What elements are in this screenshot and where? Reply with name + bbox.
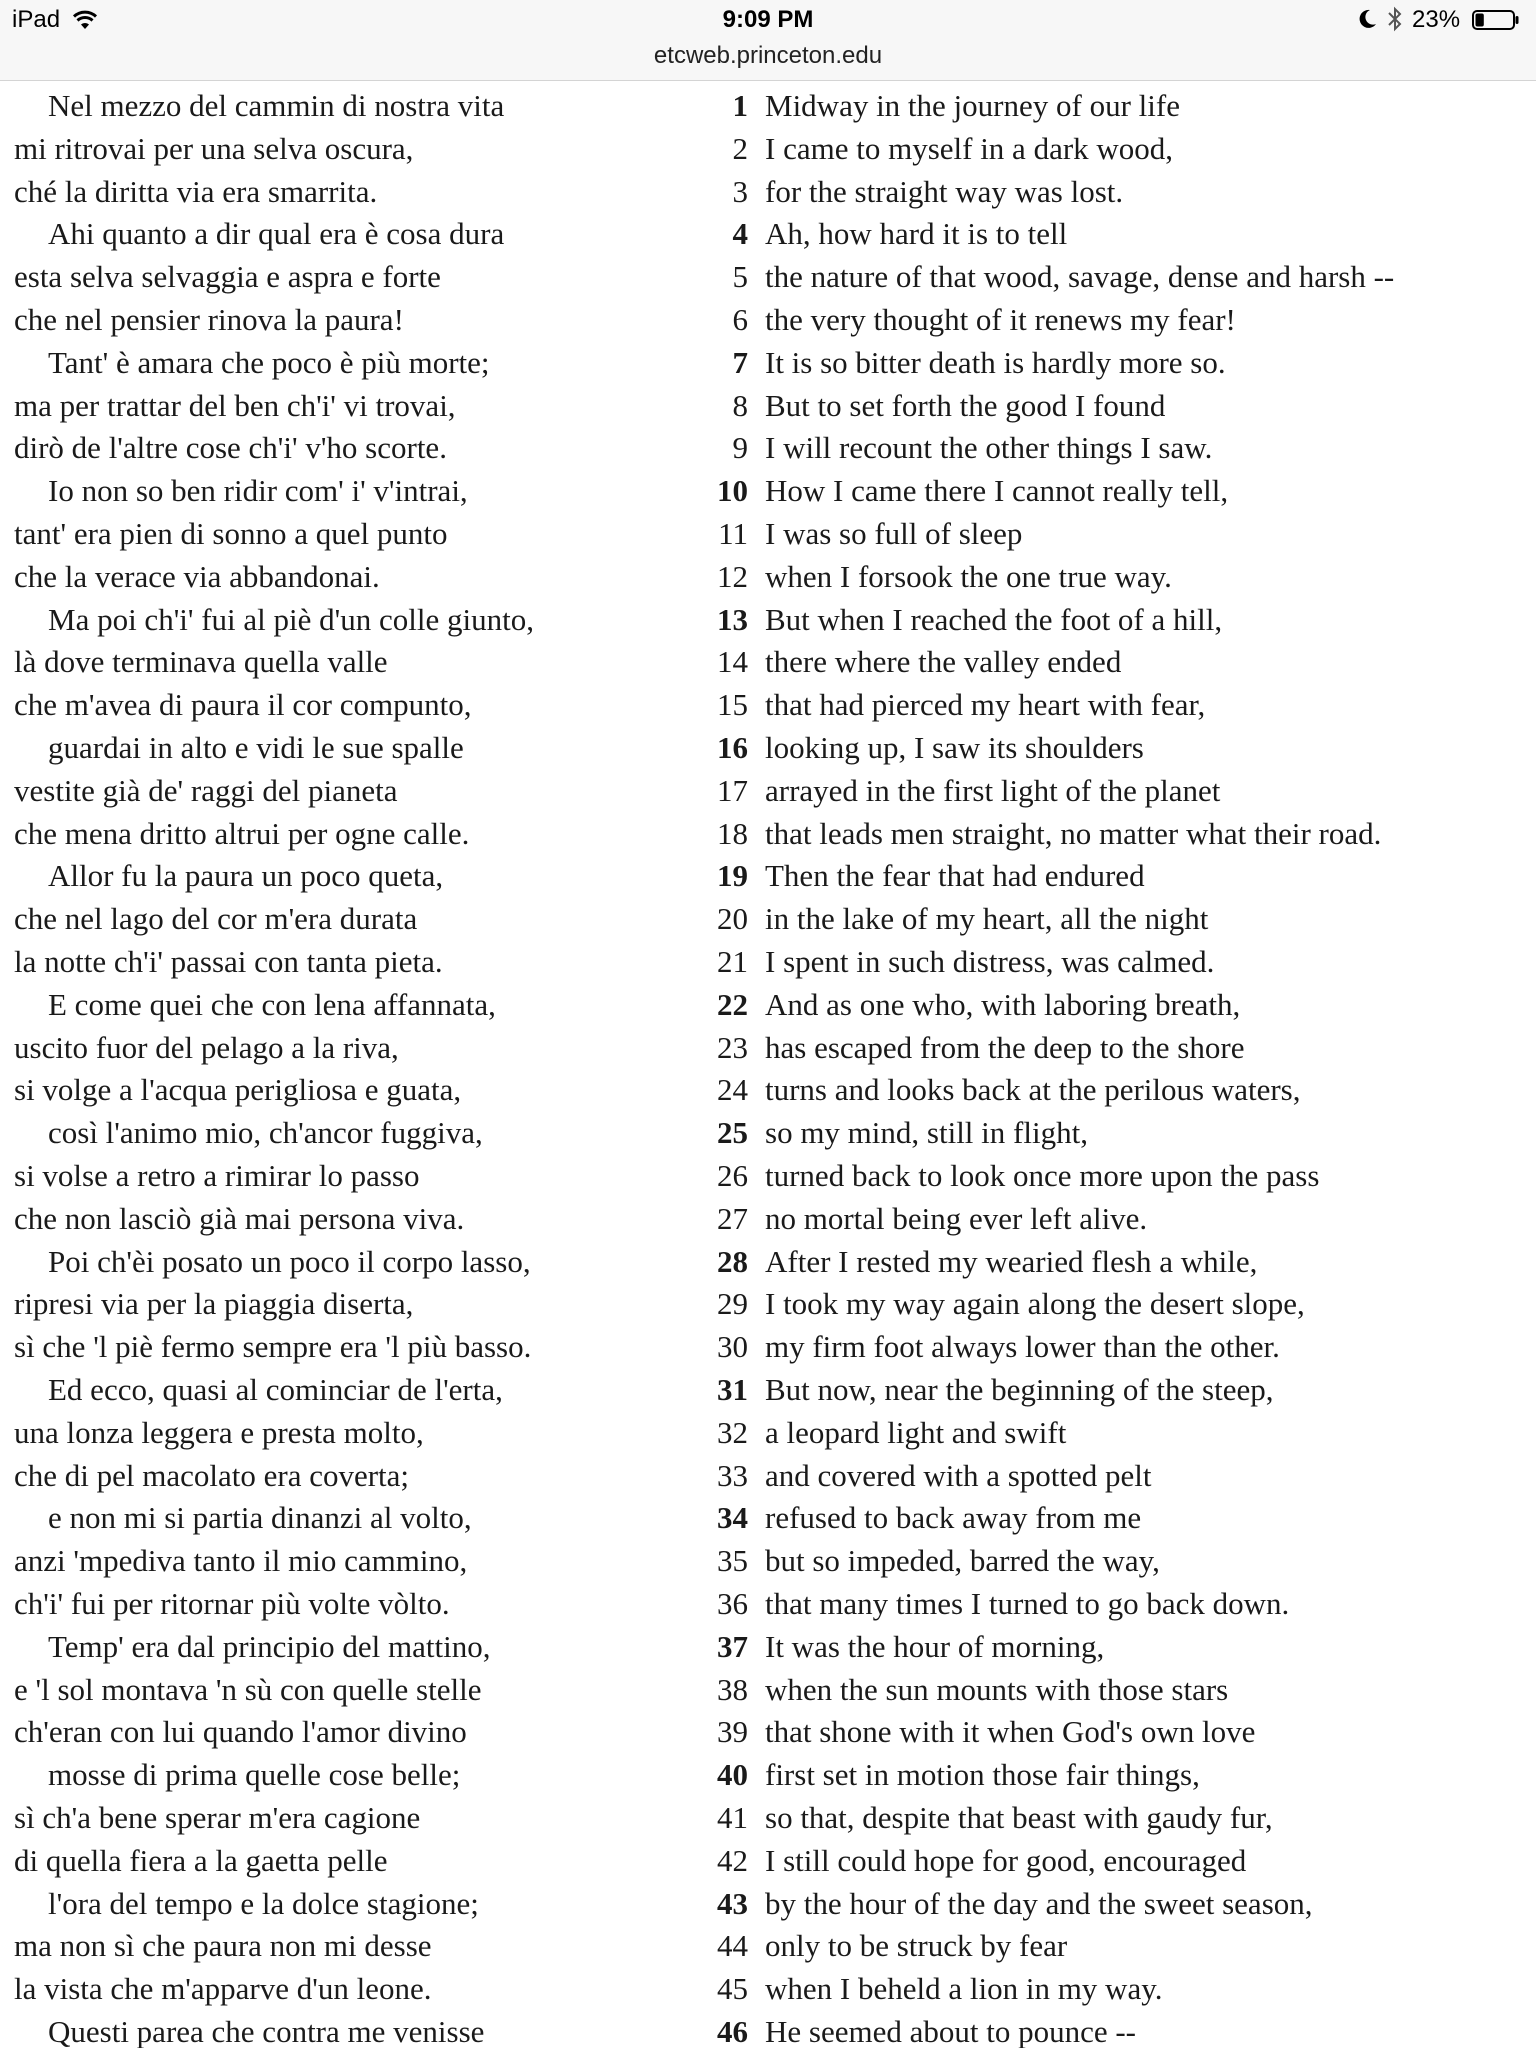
line-number: 14 — [717, 644, 748, 680]
italian-line: ma non sì che paura non mi desse — [14, 1928, 432, 1964]
poem-content — [0, 80, 1536, 2048]
line-number: 10 — [717, 473, 748, 509]
english-line: so my mind, still in flight, — [765, 1115, 1088, 1151]
line-number: 1 — [732, 88, 748, 123]
line-number: 43 — [717, 1885, 748, 1921]
italian-line: che nel lago del cor m'era durata — [14, 901, 418, 937]
battery-percent: 23% — [1412, 6, 1461, 33]
line-number: 16 — [717, 730, 748, 765]
verse-row — [0, 1325, 1536, 1368]
english-line: turns and looks back at the perilous waters, — [765, 1072, 1301, 1108]
moon-icon — [1356, 8, 1378, 30]
italian-line: e non mi si partia dinanzi al volto, — [48, 1500, 472, 1536]
verse-row — [0, 1967, 1536, 2010]
italian-line: esta selva selvaggia e aspra e forte — [14, 259, 441, 295]
line-number: 42 — [717, 1842, 748, 1878]
italian-line: che mena dritto altrui per ogne calle. — [14, 815, 470, 851]
line-number: 46 — [717, 2014, 748, 2048]
verse-row — [0, 598, 1536, 641]
line-number: 26 — [717, 1158, 748, 1193]
italian-line: Ahi quanto a dir qual era è cosa dura — [48, 216, 505, 252]
verse-row — [0, 1839, 1536, 1882]
line-number: 15 — [717, 687, 748, 723]
english-line: that leads men straight, no matter what their road. — [765, 815, 1382, 851]
english-line: in the lake of my heart, all the night — [765, 901, 1209, 937]
line-number: 12 — [717, 558, 748, 594]
italian-line: l'ora del tempo e la dolce stagione; — [48, 1885, 479, 1921]
italian-line: che non lasciò già mai persona viva. — [14, 1200, 465, 1236]
italian-line: anzi 'mpediva tanto il mio cammino, — [14, 1543, 468, 1579]
verse-row — [0, 1496, 1536, 1539]
line-number: 32 — [717, 1414, 748, 1450]
italian-line: che m'avea di paura il cor compunto, — [14, 687, 472, 723]
italian-line: guardai in alto e vidi le sue spalle — [48, 730, 464, 765]
italian-line: Io non so ben ridir com' i' v'intrai, — [48, 473, 468, 509]
english-line: that had pierced my heart with fear, — [765, 687, 1206, 723]
line-number: 13 — [717, 601, 748, 637]
italian-line: Temp' era dal principio del mattino, — [48, 1628, 491, 1664]
verse-row — [0, 854, 1536, 897]
english-line: so that, despite that beast with gaudy fur, — [765, 1800, 1273, 1835]
english-line: has escaped from the deep to the shore — [765, 1029, 1245, 1065]
english-line: there where the valley ended — [765, 644, 1122, 680]
english-line: turned back to look once more upon the pass — [765, 1158, 1320, 1193]
verse-row — [0, 1411, 1536, 1454]
italian-line: di quella fiera a la gaetta pelle — [14, 1842, 388, 1878]
italian-line: sì ch'a bene sperar m'era cagione — [14, 1800, 421, 1835]
line-number: 4 — [732, 216, 748, 252]
line-number: 30 — [717, 1329, 748, 1365]
english-line: But when I reached the foot of a hill, — [765, 601, 1223, 637]
verse-row — [0, 1240, 1536, 1283]
line-number: 33 — [717, 1457, 748, 1493]
verse-row — [0, 127, 1536, 170]
italian-line: ripresi via per la piaggia diserta, — [14, 1286, 414, 1322]
line-number: 37 — [717, 1628, 748, 1664]
italian-line: si volse a retro a rimirar lo passo — [14, 1158, 420, 1193]
line-number: 11 — [718, 516, 748, 551]
english-line: for the straight way was lost. — [765, 173, 1124, 209]
verse-row — [0, 983, 1536, 1026]
english-line: looking up, I saw its shoulders — [765, 730, 1144, 765]
verse-row — [0, 1710, 1536, 1753]
line-number: 25 — [717, 1115, 748, 1151]
english-line: But now, near the beginning of the steep, — [765, 1372, 1274, 1407]
verse-row — [0, 426, 1536, 469]
verse-row — [0, 1882, 1536, 1925]
english-line: my firm foot always lower than the other. — [765, 1329, 1280, 1365]
verse-row — [0, 1625, 1536, 1668]
english-line: when I forsook the one true way. — [765, 558, 1172, 594]
verse-row — [0, 170, 1536, 213]
italian-line: tant' era pien di sonno a quel punto — [14, 516, 448, 551]
line-number: 34 — [717, 1500, 748, 1536]
english-line: by the hour of the day and the sweet season, — [765, 1885, 1313, 1921]
verse-row — [0, 1539, 1536, 1582]
english-line: Ah, how hard it is to tell — [765, 216, 1068, 252]
english-line: that shone with it when God's own love — [765, 1714, 1256, 1750]
english-line: refused to back away from me — [765, 1500, 1142, 1536]
line-number: 18 — [717, 815, 748, 851]
italian-line: mosse di prima quelle cose belle; — [48, 1757, 461, 1793]
line-number: 36 — [717, 1586, 748, 1621]
verse-row — [0, 469, 1536, 512]
italian-line: Ma poi ch'i' fui al piè d'un colle giunto, — [48, 601, 534, 637]
verse-row — [0, 683, 1536, 726]
status-bar — [0, 0, 1536, 40]
english-line: How I came there I cannot really tell, — [765, 473, 1229, 509]
line-number: 17 — [717, 772, 748, 808]
italian-line: uscito fuor del pelago a la riva, — [14, 1029, 399, 1065]
italian-line: che nel pensier rinova la paura! — [14, 302, 404, 337]
line-number: 23 — [717, 1029, 748, 1065]
verse-row — [0, 1582, 1536, 1625]
verse-row — [0, 212, 1536, 255]
line-number: 7 — [732, 344, 748, 380]
address-bar[interactable] — [0, 40, 1536, 81]
verse-row — [0, 1924, 1536, 1967]
clock: 9:09 PM — [722, 6, 814, 33]
line-number: 38 — [717, 1671, 748, 1707]
english-line: and covered with a spotted pelt — [765, 1457, 1152, 1493]
verse-row — [0, 512, 1536, 555]
line-number: 45 — [717, 1971, 748, 2007]
line-number: 28 — [717, 1243, 748, 1279]
italian-line: dirò de l'altre cose ch'i' v'ho scorte. — [14, 430, 447, 466]
verse-row — [0, 769, 1536, 812]
italian-line: là dove terminava quella valle — [14, 644, 388, 680]
verse-row — [0, 1796, 1536, 1839]
battery-level — [1476, 14, 1484, 27]
italian-line: si volge a l'acqua perigliosa e guata, — [14, 1072, 462, 1108]
english-line: Midway in the journey of our life — [765, 88, 1180, 123]
english-line: I will recount the other things I saw. — [765, 430, 1213, 466]
line-number: 9 — [732, 430, 748, 466]
verse-row — [0, 1454, 1536, 1497]
line-number: 19 — [717, 858, 748, 894]
verse-row — [0, 1753, 1536, 1796]
italian-line: e 'l sol montava 'n sù con quelle stelle — [14, 1671, 482, 1707]
italian-line: Ed ecco, quasi al cominciar de l'erta, — [48, 1372, 503, 1407]
line-number: 39 — [717, 1714, 748, 1750]
italian-line: così l'animo mio, ch'ancor fuggiva, — [48, 1115, 483, 1151]
verse-row — [0, 298, 1536, 341]
italian-line: ch'eran con lui quando l'amor divino — [14, 1714, 467, 1750]
line-number: 22 — [717, 986, 748, 1022]
verse-row — [0, 384, 1536, 427]
english-line: but so impeded, barred the way, — [765, 1543, 1160, 1579]
italian-line: E come quei che con lena affannata, — [48, 986, 496, 1022]
line-number: 21 — [717, 944, 748, 979]
italian-line: che di pel macolato era coverta; — [14, 1457, 410, 1493]
line-number: 31 — [717, 1372, 748, 1407]
verse-row — [0, 1026, 1536, 1069]
verse-row — [0, 2010, 1536, 2048]
english-line: when the sun mounts with those stars — [765, 1671, 1229, 1707]
english-line: a leopard light and swift — [765, 1414, 1067, 1450]
verse-row — [0, 1068, 1536, 1111]
english-line: It is so bitter death is hardly more so. — [765, 344, 1226, 380]
italian-line: la vista che m'apparve d'un leone. — [14, 1971, 432, 2007]
english-line: I spent in such distress, was calmed. — [765, 944, 1215, 979]
verse-row — [0, 897, 1536, 940]
italian-line: la notte ch'i' passai con tanta pieta. — [14, 944, 443, 979]
line-number: 2 — [732, 130, 748, 166]
italian-line: ma per trattar del ben ch'i' vi trovai, — [14, 387, 456, 423]
line-number: 24 — [717, 1072, 748, 1108]
english-line: first set in motion those fair things, — [765, 1757, 1200, 1793]
verse-row — [0, 726, 1536, 769]
english-line: when I beheld a lion in my way. — [765, 1971, 1163, 2007]
line-number: 8 — [732, 387, 748, 423]
verse-row — [0, 84, 1536, 127]
italian-line: sì che 'l piè fermo sempre era 'l più basso. — [14, 1329, 532, 1365]
line-number: 20 — [717, 901, 748, 937]
italian-line: che la verace via abbandonai. — [14, 558, 380, 594]
bluetooth-icon — [1387, 6, 1403, 32]
italian-line: vestite già de' raggi del pianeta — [14, 772, 398, 808]
italian-line: ch'i' fui per ritornar più volte vòlto. — [14, 1586, 450, 1621]
line-number: 41 — [717, 1800, 748, 1835]
line-number: 29 — [717, 1286, 748, 1322]
line-number: 35 — [717, 1543, 748, 1579]
verse-row — [0, 255, 1536, 298]
line-number: 27 — [717, 1200, 748, 1236]
verse-row — [0, 1111, 1536, 1154]
italian-line: una lonza leggera e presta molto, — [14, 1414, 424, 1450]
italian-line: Poi ch'èi posato un poco il corpo lasso, — [48, 1243, 531, 1279]
verse-row — [0, 812, 1536, 855]
italian-line: Questi parea che contra me venisse — [48, 2014, 485, 2048]
italian-line: Tant' è amara che poco è più morte; — [48, 344, 490, 380]
verse-row — [0, 341, 1536, 384]
english-line: I still could hope for good, encouraged — [765, 1842, 1247, 1878]
english-line: I was so full of sleep — [765, 516, 1023, 551]
english-line: only to be struck by fear — [765, 1928, 1068, 1964]
line-number: 44 — [717, 1928, 748, 1964]
verse-row — [0, 1368, 1536, 1411]
verse-row — [0, 1197, 1536, 1240]
english-line: And as one who, with laboring breath, — [765, 986, 1241, 1022]
italian-line: ché la diritta via era smarrita. — [14, 173, 378, 209]
verse-row — [0, 940, 1536, 983]
verse-row — [0, 1154, 1536, 1197]
verse-row — [0, 1668, 1536, 1711]
italian-line: Nel mezzo del cammin di nostra vita — [48, 88, 505, 123]
device-label: iPad — [12, 6, 61, 33]
english-line: I took my way again along the desert slope, — [765, 1286, 1305, 1322]
english-line: arrayed in the first light of the planet — [765, 772, 1221, 808]
verse-row — [0, 1282, 1536, 1325]
english-line: It was the hour of morning, — [765, 1628, 1105, 1664]
english-line: the very thought of it renews my fear! — [765, 302, 1236, 337]
english-line: He seemed about to pounce -- — [765, 2014, 1137, 2048]
line-number: 5 — [732, 259, 748, 295]
line-number: 3 — [732, 173, 748, 209]
italian-line: mi ritrovai per una selva oscura, — [14, 130, 414, 166]
english-line: I came to myself in a dark wood, — [765, 130, 1174, 166]
line-number: 6 — [732, 302, 748, 337]
english-line: no mortal being ever left alive. — [765, 1200, 1148, 1236]
english-line: After I rested my wearied flesh a while, — [765, 1243, 1258, 1279]
english-line: Then the fear that had endured — [765, 858, 1145, 894]
line-number: 40 — [717, 1757, 748, 1793]
battery-icon — [1472, 10, 1520, 30]
english-line: the nature of that wood, savage, dense and harsh -- — [765, 259, 1395, 295]
url-text[interactable]: etcweb.princeton.edu — [653, 42, 883, 69]
verse-row — [0, 640, 1536, 683]
italian-line: Allor fu la paura un poco queta, — [48, 858, 444, 894]
english-line: that many times I turned to go back down. — [765, 1586, 1290, 1621]
english-line: But to set forth the good I found — [765, 387, 1166, 423]
verse-row — [0, 555, 1536, 598]
